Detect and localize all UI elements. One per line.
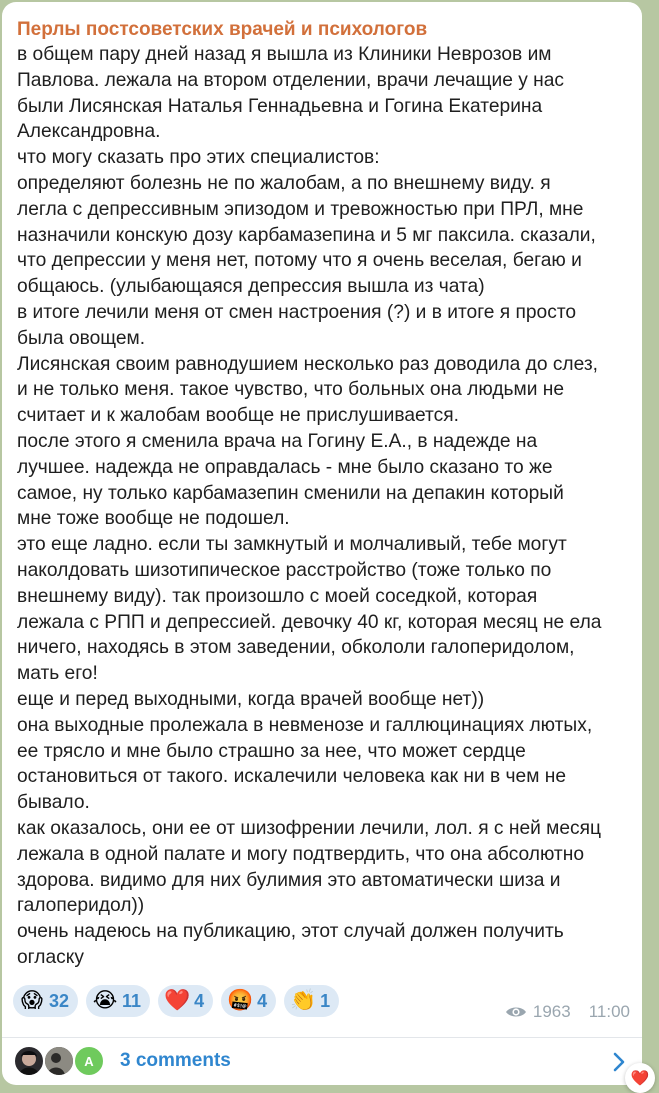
reaction-count: 11: [122, 990, 142, 1011]
post-text-line: легла с депрессивным эпизодом и тревожностью при ПРЛ, мне: [17, 198, 584, 220]
view-count: 1963: [532, 1002, 571, 1021]
post-text: [17, 42, 635, 971]
reactions-bar: [13, 985, 339, 1017]
channel-name[interactable]: Перлы постсоветских врачей и психологов: [17, 19, 428, 40]
reaction-chip[interactable]: [13, 985, 78, 1017]
post-text-line: что могу сказать про этих специалистов:: [17, 147, 380, 169]
post-text-line: в итоге лечили меня от смен настроения (?) и в итоге я просто: [17, 301, 577, 323]
post-time: 11:00: [588, 1002, 630, 1021]
post-text-line: бывало.: [17, 792, 90, 814]
reaction-emoji-icon: ❤️: [163, 989, 191, 1012]
post-text-line: самое, ну только карбамазепин сменили на депакин который: [17, 482, 564, 504]
avatar: [43, 1045, 75, 1077]
post-text-line: как оказалось, они ее от шизофрении лечили, лол. я с ней месяц: [17, 817, 602, 839]
reaction-count: 32: [49, 990, 70, 1011]
post-text-line: назначили конскую дозу карбамазепина и 5 мг паксила. сказали,: [17, 224, 596, 246]
post-text-line: лучшее. надежда не оправдалась - мне было сказано то же: [17, 456, 553, 478]
reaction-emoji-icon: 😭: [92, 989, 118, 1012]
post-text-line: мать его!: [17, 663, 98, 685]
post-text-line: еще и перед выходными, когда врачей вообще нет)): [17, 688, 485, 710]
post-text-line: здорова. видимо для них булимия это автоматически шиза и: [17, 869, 561, 891]
reaction-emoji-icon: 🤬: [227, 989, 254, 1012]
reaction-emoji-icon: 😱: [21, 989, 43, 1012]
eye-icon: [505, 1005, 527, 1019]
post-text-line: остановиться от такого. искалечили человека как ни в чем не: [17, 766, 566, 788]
reaction-chip[interactable]: [221, 985, 276, 1017]
reaction-emoji-icon: 👏: [290, 989, 317, 1012]
post-text-line: считает и к жалобам вообще не прислушивается.: [17, 405, 459, 427]
post-text-line: ничего, находясь в этом заведении, обкололи галоперидолом,: [17, 637, 575, 659]
post-text-line: внешнему виду). так произошло с моей соседкой, которая: [17, 585, 538, 607]
reaction-count: 1: [320, 990, 331, 1011]
chevron-right-icon[interactable]: [612, 1051, 626, 1073]
reaction-chip[interactable]: [158, 985, 213, 1017]
post-text-line: лежала с РПП и депрессией. девочку 40 кг, которая месяц не ела: [17, 611, 602, 633]
reaction-count: 4: [194, 990, 205, 1011]
avatar: A: [73, 1045, 105, 1077]
post-text-line: Лисянская своим равнодушием несколько раз доводила до слез,: [17, 353, 599, 375]
post-text-line: ее трясло и мне было страшно за нее, что может сердце: [17, 740, 526, 762]
avatar: [13, 1045, 45, 1077]
post-text-line: общаюсь. (улыбающаяся депрессия вышла из чата): [17, 276, 485, 298]
post-text-line: и не только меня. такое чувство, что больных она людьми не: [17, 379, 565, 401]
comments-label[interactable]: 3 comments: [120, 1050, 231, 1071]
post-text-line: была овощем.: [17, 327, 146, 349]
post-text-line: галоперидол)): [17, 895, 145, 917]
post-text-line: очень надеюсь на публикацию, этот случай должен получить: [17, 921, 564, 943]
post-text-line: что депрессии у меня нет, потому что я очень веселая, бегаю и: [17, 250, 582, 272]
post-text-line: лежала в одной палате и могу подтвердить, что она абсолютно: [17, 843, 584, 865]
message-bubble: [2, 2, 642, 1085]
post-meta: [505, 1002, 630, 1022]
post-text-line: Александровна.: [17, 121, 161, 143]
post-text-line: мне тоже вообще не подошел.: [17, 508, 290, 530]
post-text-line: наколдовать шизотипическое расстройство (тоже только по: [17, 559, 552, 581]
post-text-line: Павлова. лежала на втором отделении, врачи лечащие у нас: [17, 69, 564, 91]
post-text-line: она выходные пролежала в невменозе и галлюцинациях лютых,: [17, 714, 593, 736]
comments-button[interactable]: [2, 1038, 642, 1085]
post-text-line: были Лисянская Наталья Геннадьевна и Гогина Екатерина: [17, 95, 543, 117]
post-text-line: огласку: [17, 946, 84, 968]
reaction-count: 4: [257, 990, 268, 1011]
reaction-chip[interactable]: [284, 985, 339, 1017]
post-text-line: после этого я сменила врача на Гогину Е.А., в надежде на: [17, 430, 538, 452]
reaction-chip[interactable]: [86, 985, 150, 1017]
post-text-line: определяют болезнь не по жалобам, а по внешнему виду. я: [17, 172, 551, 194]
post-text-line: в общем пару дней назад я вышла из Клиники Неврозов им: [17, 44, 552, 65]
heart-reaction-badge[interactable]: ❤️: [625, 1063, 655, 1093]
post-text-line: это еще ладно. если ты замкнутый и молчаливый, тебе могут: [17, 534, 567, 556]
